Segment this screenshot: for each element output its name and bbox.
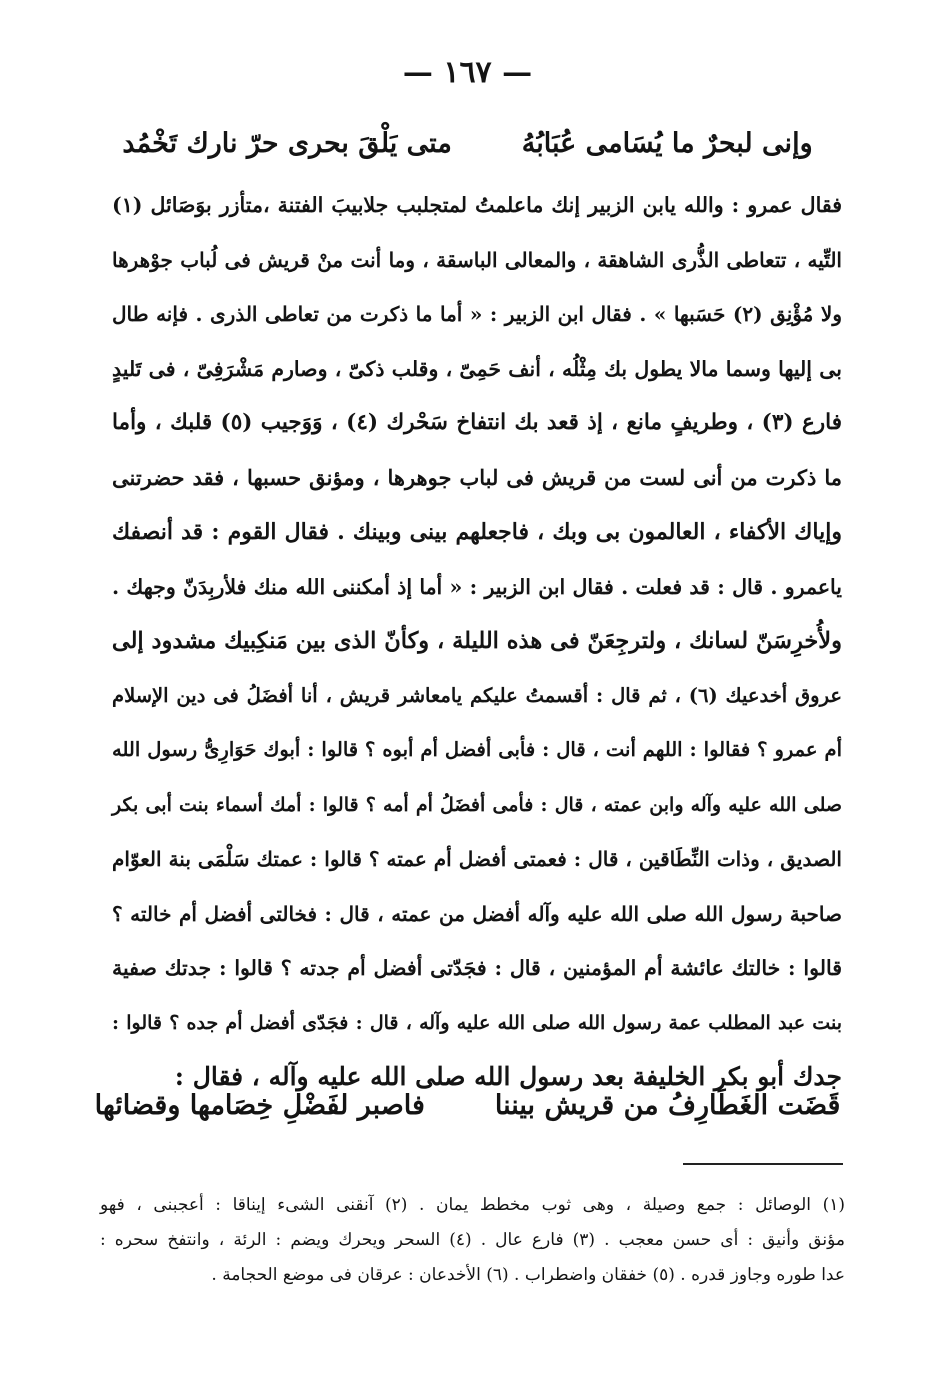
footnote-line: عدا طوره وجاوز قدره . (٥) خفقان واضطراب . (٦) الأخدعان : عرقان فى موضع الحجامة . [211, 1265, 845, 1285]
text-line: صلى الله عليه وآله وابن عمته ، قال : فأمى أفضَلُ أم أمه ؟ قالوا : أمك أسماء بنت أبى بكر [112, 793, 842, 816]
text-line: فارع (٣) ، وطريفٍ مانع ، إذ قعد بك انتفاخ سَحْرك (٤) ، وَوَجيب (٥) قلبك ، وأما [112, 410, 842, 435]
text-line: التِّيه ، تتعاطى الذُّرى الشاهقة ، والمعالى الباسقة ، وما أنت منْ قريش فى لُباب جوْهرها [112, 247, 842, 272]
text-line: صاحبة رسول الله صلى الله عليه وآله أفضل من عمته ، قال : فخالتى أفضل أم خالته ؟ [112, 901, 842, 926]
body-text [112, 178, 842, 1105]
text-line: بنت عبد المطلب عمة رسول الله صلى الله عليه وآله ، قال : فجَدّى أفضل أم جده ؟ قالوا : [112, 1011, 842, 1034]
text-line: بى إليها وسما مالا يطول بك مِثْلُه ، أنف حَمِىّ ، وقلب ذكىّ ، وصارم مَشْرَفِىّ ، فى تَليدٍ [112, 356, 842, 381]
verse-second-hemistich: متى يَلْقَ بحرى حرّ نارك تَخْمُد [122, 128, 452, 159]
text-line: عروق أخدعيك (٦) ، ثم قال : أقسمتُ عليكم يامعاشر قريش ، أنا أفضَلُ فى دين الإسلام [112, 683, 842, 707]
text-line: ياعمرو . قال : قد فعلت . فقال ابن الزبير : « أما إذ أمكننى الله منك فلأربِدَنّ وجهك . [112, 574, 842, 599]
footnote-divider [683, 1163, 843, 1165]
footnote-line: مؤنق وأنيق : أى حسن معجب . (٣) فارع عال . (٤) السحر ويحرك ويضم : الرئة ، وانتفخ سحره : [100, 1230, 846, 1250]
footnote-line: (١) الوصائل : جمع وصيلة ، وهى ثوب مخطط يمان . (٢) آنقنى الشىء إيناقا : أعجبنى ، فهو [100, 1195, 845, 1215]
text-line: ما ذكرت من أنى لست من قريش فى لباب جوهرها ، ومؤنق حسبها ، فقد حضرتنى [112, 464, 842, 490]
verse-first-hemistich: وإنى لبحرٌ ما يُسَامى عُبَابُهُ [521, 128, 813, 159]
text-line: أم عمرو ؟ فقالوا : اللهم أنت ، قال : فأبى أفضل أم أبوه ؟ قالوا : أبوك حَوَارِىُّ رسول الله [112, 738, 842, 761]
text-line: ولا مُؤْنِق (٢) حَسَبها » . فقال ابن الزبير : « أما ما ذكرت من تعاطى الذرى . فإنه طال [112, 302, 842, 326]
closing-verse [0, 1090, 935, 1121]
verse-first-hemistich: قَضَت الغَطَارِفُ من قريش بيننا [494, 1090, 841, 1121]
text-line: جدك أبو بكر الخليفة بعد رسول الله صلى الله عليه وآله ، فقال : [174, 1062, 842, 1091]
text-line: وإياك الأكفاء ، العالمون بى وبك ، فاجعلهم بينى وبينك . فقال القوم : قد أنصفك [112, 519, 842, 545]
text-line: فقال عمرو : والله يابن الزبير إنك ماعلمتُ لمتجلبب جلابيبَ الفتنة ،متأزر بوَصَائل (١) [112, 193, 842, 217]
footnotes [100, 1188, 845, 1293]
verse-second-hemistich: فاصبر لفَضْلِ خِصَامها وقضائها [94, 1090, 425, 1121]
text-line: قالوا : خالتك عائشة أم المؤمنين ، قال : فجَدّتى أفضل أم جدته ؟ قالوا : جدتك صفية [112, 956, 842, 980]
text-line: ولأُخرِسَنّ لسانك ، ولترجِعَنّ فى هذه الليلة ، وكأنّ الذى بين مَنكِبيك مشدود إلى [111, 628, 842, 654]
text-line: الصديق ، وذات النِّطَاقين ، قال : فعمتى أفضل أم عمته ؟ قالوا : عمتك سَلْمَى بنة العوّام [112, 847, 842, 871]
page-number: — ١٦٧ — [402, 55, 533, 90]
opening-verse [0, 128, 935, 159]
